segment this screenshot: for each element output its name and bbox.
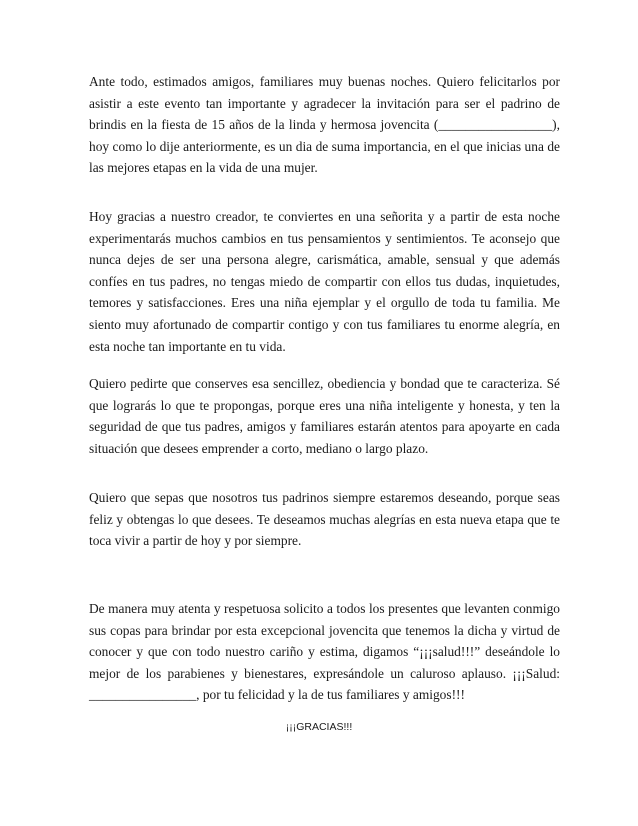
paragraph-greeting: Ante todo, estimados amigos, familiares muy buenas noches. Quiero felicitarlos por asistir a este evento tan importante y agradecer la invitación para ser el padrino de brindis en la fiesta de 15 años de la linda y hermosa jovencita (_________________), hoy como lo dije anteriormente, es un dia de suma importancia, en el que inicias una de las mejores etapas en la vida de una mujer. [89,74,560,176]
paragraph-toast: De manera muy atenta y respetuosa solicito a todos los presentes que levanten conmigo sus copas para brindar por esta excepcional jovencita que tenemos la dicha y virtud de conocer y que con todo nuestro cariño y estima, digamos “¡¡¡salud!!!” deseándole lo mejor de los parabienes y bienestares, expresándole un caluroso aplauso. ¡¡¡Salud: ________________, por tu felicidad y la de tus familiares y amigos!!! [89,601,560,703]
closing-thanks: ¡¡¡GRACIAS!!! [285,721,353,733]
paragraph-wishes: Quiero que sepas que nosotros tus padrinos siempre estaremos deseando, porque seas feliz y obtengas lo que desees. Te deseamos muchas alegrías en esta nueva etapa que te toca vivir a partir de hoy y por siempre. [89,490,560,549]
paragraph-advice: Hoy gracias a nuestro creador, te conviertes en una señorita y a partir de esta noche experimentarás muchos cambios en tus pensamientos y sentimientos. Te aconsejo que nunca dejes de ser una persona alegre, carismática, amable, sensual y que además confíes en tus padres, no tengas miedo de compartir con ellos tus dudas, inquietudes, temores y satisfacciones. Eres una niña ejemplar y el orgullo de toda tu familia. Me siento muy afortunado de compartir contigo y con tus familiares tu enorme alegría, en esta noche tan importante en tu vida. [89,209,560,354]
paragraph-request: Quiero pedirte que conserves esa sencillez, obediencia y bondad que te caracteriza. Sé que lograrás lo que te propongas, porque eres una niña inteligente y honesta, y ten la seguridad de que tus padres, amigos y familiares estarán atentos para apoyarte en cada situación que desees emprender a corto, mediano o largo plazo. [89,376,560,456]
